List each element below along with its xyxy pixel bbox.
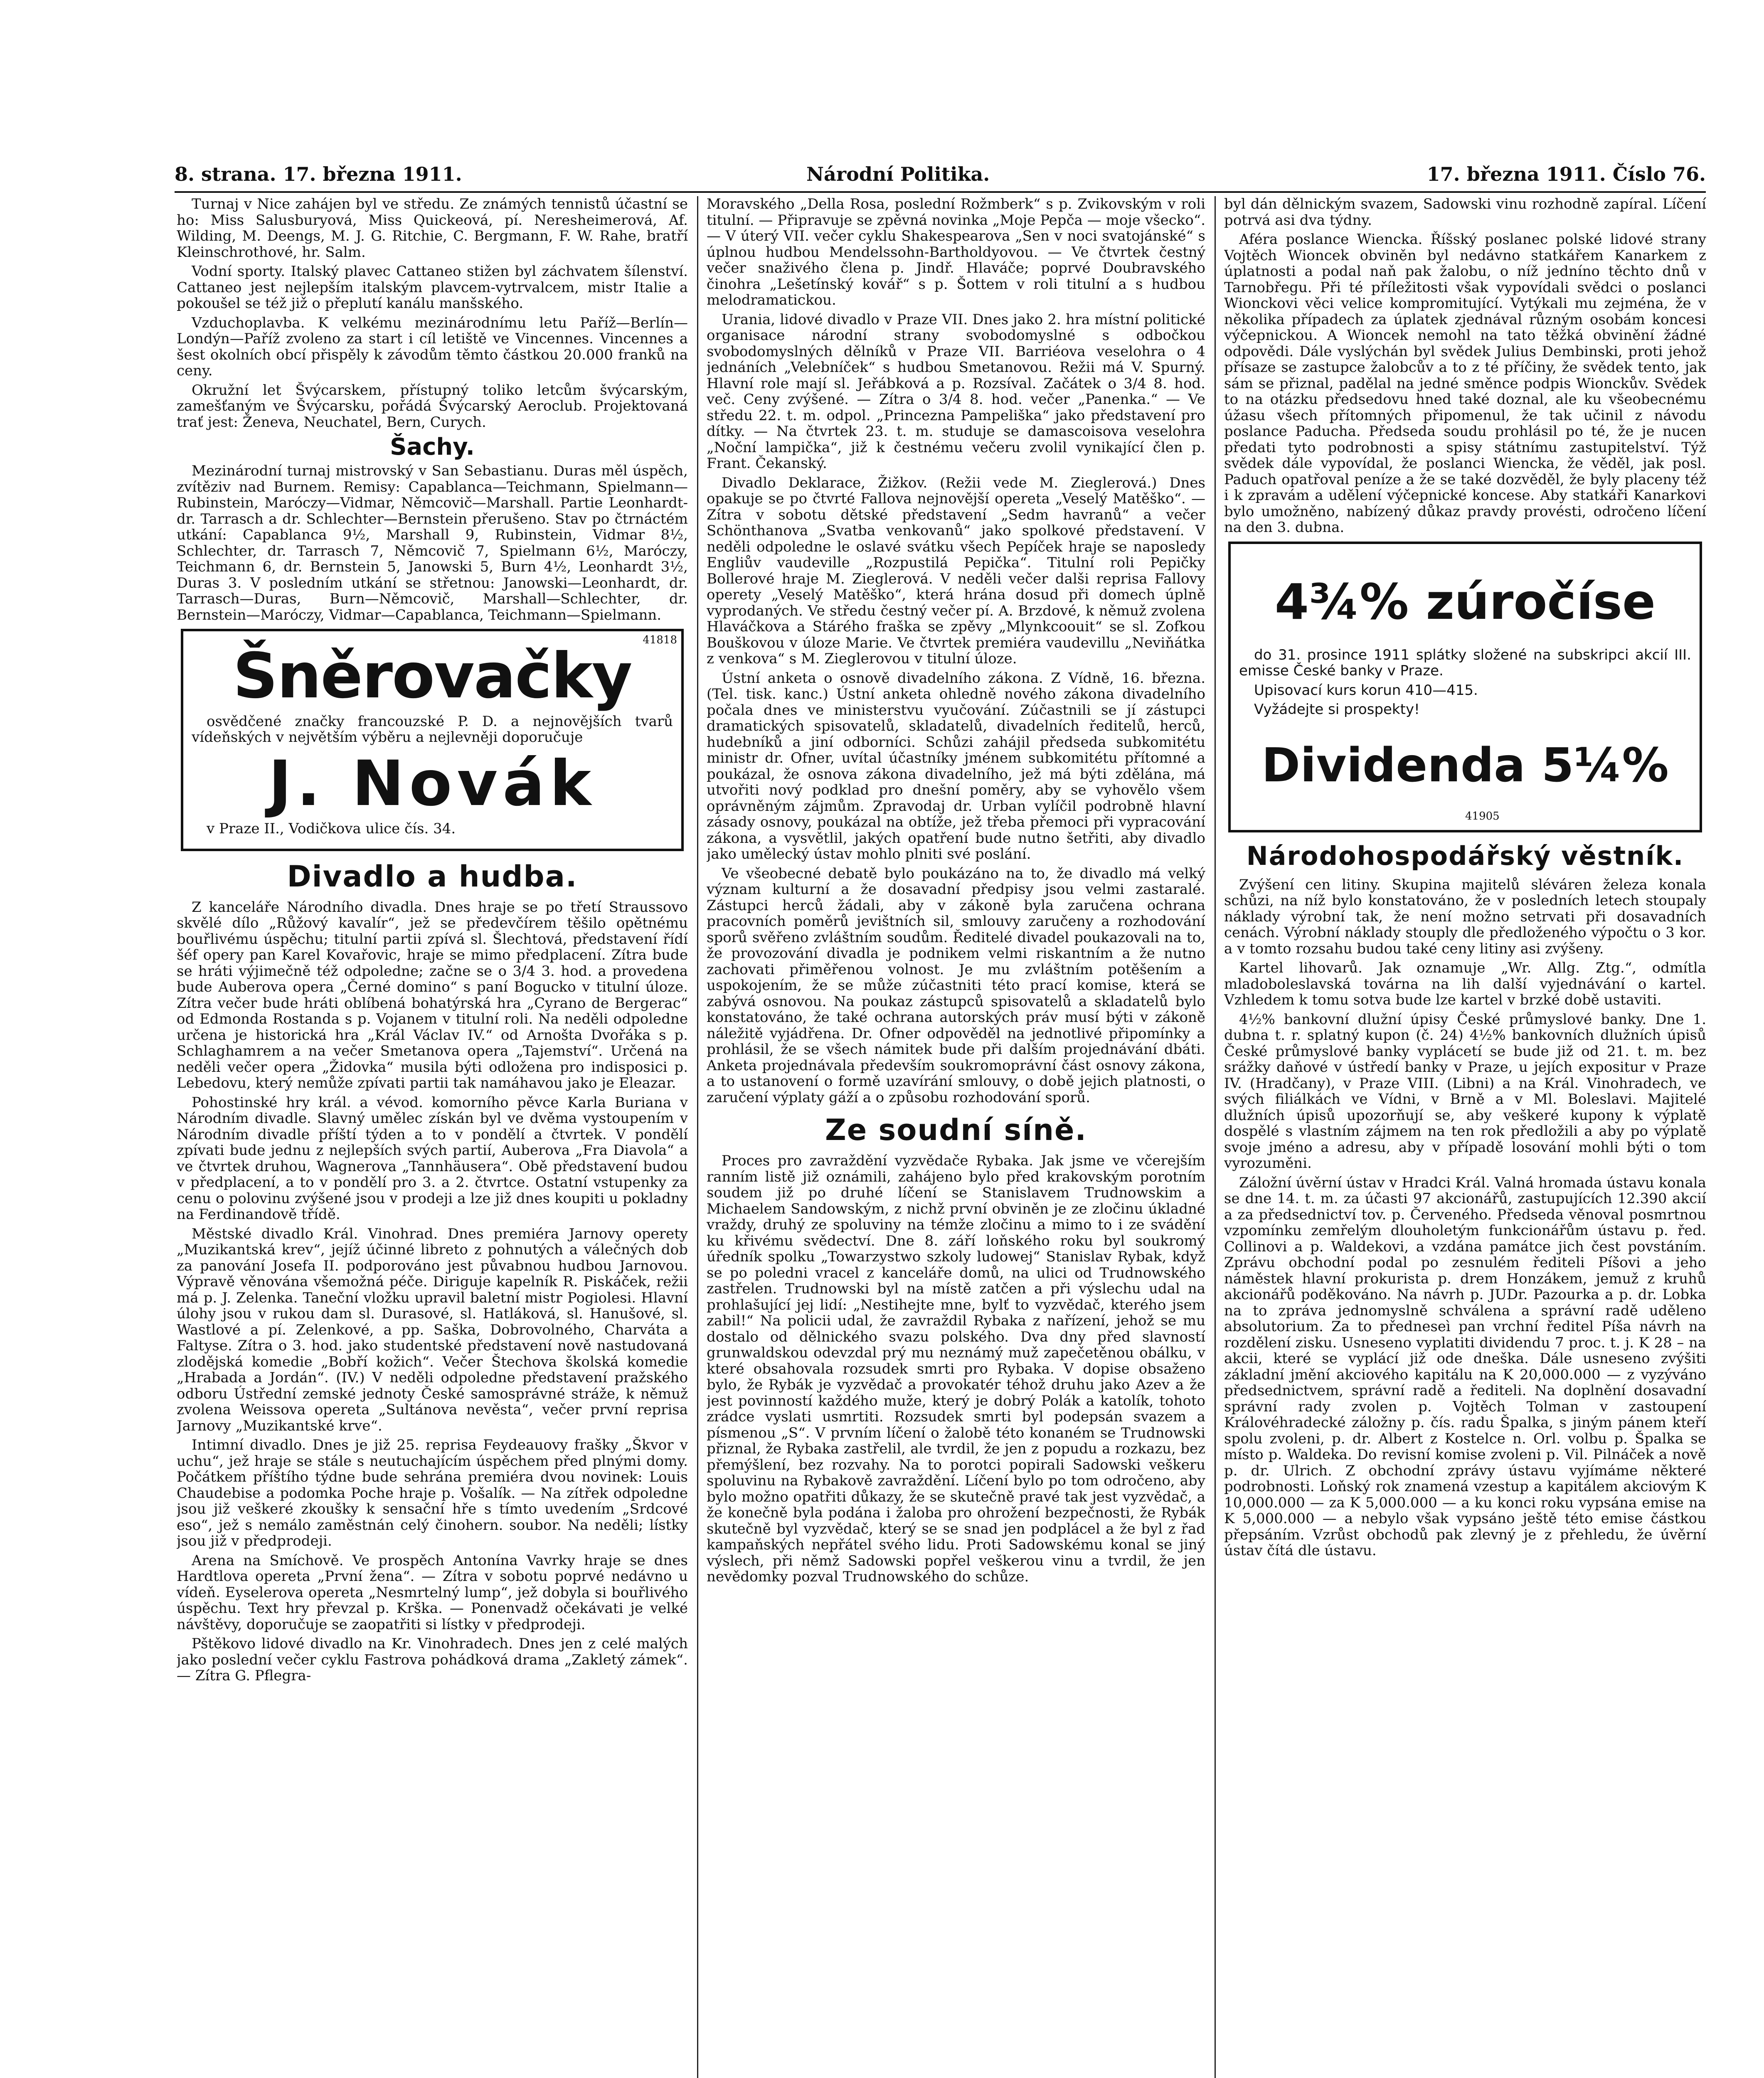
ad-prospectus: Vyžádejte si prospekty! [1254,701,1420,718]
ad-dividend: Dividenda 5¼% [1261,738,1669,793]
column-2 [707,196,1205,2078]
ad-interest-rate: 4¾% zúročíse [1274,573,1656,630]
court-section-heading: Ze soudní síně. [825,1113,1087,1147]
smichov-arena-paragraph: Arena na Smíchově. Ve prospěch Antonína Vavrky hraje se dnes Hardtlova opereta „První žena“. — Zítra v sobotu poprvé nedávno u vídeň. Eyselerova opereta „Nesmrtelný lump“, jež dobyla si bouřlivého úspěchu. Text hry převzal p. Krška. — Ponenvadž očekávati je velké návštěvy, doporučuje se zaopatřiti si lístky v předprodeji. [177,1552,688,1633]
column-1 [177,196,688,2078]
ad-brand: J. Novák [268,747,596,820]
wioncek-affair-paragraph: Aféra poslance Wiencka. Říšský poslanec polské lidové strany Vojtěch Wioncek obviněn byl nedávno statkářem Kanarkem z úplatnosti a podal naň pak žalobu, o níž jedníno těchto dnů v Tarnobřegu. Při té příležitosti však vypovídali svědci o poslanci Wionckovi věci velice kompromitující. Vytýkali mu zejména, že v několika případech za úplatek zjednával různým osobám koncesi výčepnickou. A Wioncek nemohl na tato těžká obvinění žádné odpovědi. Dále vyslýchán byl svědek Julius Dembinski, proti jehož přísaze se zastupce žalobcův a to z té příčiny, že svědek tento, jak sám se přiznal, padělal na jedné směnce podpis Wionckův. Svědek to na otázku předsedovu hned také doznal, ale ku všeobecnému úžasu všech přítomných připomenul, že tak učinil z návodu poslance Paducha. Předseda soudu prohlásil po té, že je nucen předati tyto podrobnosti a spisy státnímu zastupitelství. Týž svědek dále vypovídal, že poslanci Wiencka, že věděl, jak posl. Paduch opatřoval peníze a že se také dozvěděl, že byly placeny též i k zpravám a udělení výčepnické koncese. Aby statkáři Kanarkovi bylo umožněno, nabízený důkaz pravdy provésti, odročeno líčení na den 3. dubna. [1224,231,1706,536]
theatre-continued-paragraph: Moravského „Della Rosa, poslední Rožmberk“ s p. Zvikovským v roli titulní. — Připravuje se zpěvná novinka „Moje Pepča — moje všecko“. — V úterý VII. večer cyklu Shakespearova „Sen v noci svatojánské“ s úplnou hudbou Mendelssohn-Bartholdyovou. — Ve čtvrtek čestný večer snaživého člena p. Jindř. Hlaváče; poprvé Doubravského činohra „Lešetínský kovář“ s p. Šottem v roli titulní a s hudbou melodramatickou. [707,196,1205,308]
vinohrady-theatre-paragraph: Městské divadlo Král. Vinohrad. Dnes premiéra Jarnovy operety „Muzikantská krev“, jejíž účinné libreto z pohnutých a válečných dob za panování Josefa II. podporováno jest půvabnou hudbou Jarnovou. Výpravě věnována všemožná péče. Diriguje kapelník R. Piskáček, režii má p. J. Zelenka. Taneční vložku upravil baletní mistr Pogiolesi. Hlavní úlohy jsou v rukou dam sl. Durasové, sl. Hatláková, sl. Hanušové, sl. Wastlové a pí. Zelenkové, a pp. Saška, Dobrovolného, Charváta a Faltyse. Zítra o 3. hod. jako studentské představení nově nastudovaná zlodějská komedie „Bobří kožich“. Večer Štechova školská komedie „Hrabada a Jordán“. (IV.) V neděli odpoledne představení pražského odboru Ústřední zemské jednoty České samosprávné stráže, k němuž zvolena Weissova opereta „Sultánova nevěsta“, večer první reprisa Jarnovy „Muzikantské krve“. [177,1225,688,1434]
theatre-section-heading: Divadlo a hudba. [287,859,578,894]
folk-theatre-paragraph: Pštěkovo lidové divadlo na Kr. Vinohradech. Dnes jen z celé malých jako poslední večer cyklu Fastrova pohádková drama „Zakletý zámek“. — Zítra G. Pflegra- [177,1635,688,1684]
ad-body: do 31. prosince 1911 splátky složené na subskripci akcií III. emisse České banky v Praze. [1239,646,1691,679]
distillery-cartel-paragraph: Kartel lihovarů. Jak oznamuje „Wr. Allg. Ztg.“, odmítla mladoboleslavská továrna na lih další vyjednávání o kartel. Vzhledem k tomu sotva bude lze kartel v brzké době ustaviti. [1224,960,1706,1008]
theatre-law-paragraph: Ústní anketa o osnově divadelního zákona. Z Vídně, 16. března. (Tel. tisk. kanc.) Ústní anketa ohledně nového zákona divadelního počala dnes ve ministerstvu vyučování. Zúčastnili se jí zástupci dramatických spisovatelů, skladatelů, divadelních ředitelů, herců, hudebníků a jiní odborníci. Schůzi zahájil předseda subkomitétu ministr dr. Ofner, uvítal účastníky jménem subkomitétu přítomné a poukázal, že osnova zákona divadelního, jež má býti zdělána, má utvořiti nový podklad pro dnešní poměry, aby se vyhovělo všem oprávněným zájmům. Zpravodaj dr. Urban vylíčil podrobně hlavní zásady osnovy, poukázal na obtíže, jež třeba přemoci při vypracování zákona, a vysvětlil, jakých opatření bude nutno šetřiti, aby divadlo jako umělecký ústav mohlo plniti své poslání. [707,670,1205,862]
column-divider [697,196,698,2078]
economy-section-heading: Národohospodářský věstník. [1246,840,1684,871]
column-3 [1224,196,1706,2078]
ad-code: 41905 [1465,810,1500,822]
ad-address: v Praze II., Vodičkova ulice čís. 34. [207,820,456,837]
corset-advertisement [181,629,684,851]
urania-paragraph: Urania, lidové divadlo v Praze VII. Dnes jako 2. hra místní politické organisace národní strany svobodomyslné s odbočkou svobodomyslných dělníků v Praze VII. Barriéova veselohra o 4 jednáních „Velebníček“ s hudbou Smetanovou. Režii má V. Spurný. Hlavní role mají sl. Jeřábková a p. Rozsíval. Začátek o 3/4 8. hod. več. Ceny zvýšené. — Zítra o 3/4 8. hod. večer „Panenka.“ — Ve středu 22. t. m. odpol. „Princezna Pampeliška“ jako představení pro dítky. — Na čtvrtek 23. t. m. studuje se damascoisova veselohra „Noční lampička“, již k čestnému večeru zvolil vynikající člen p. Frant. Čekanský. [707,311,1205,472]
burian-guest-paragraph: Pohostinské hry král. a vévod. komorního pěvce Karla Buriana v Národním divadle. Slavný umělec získán byl ve dvěma vystoupením v Národním divadle příští týden a to v pondělí a čtvrtek. V pondělí zpívati bude jednu z nejlepších svých partií, Auberova „Fra Diavola“ a ve čtvrtek druhou, Wagnerova „Tannhäusera“. Obě představení budou v předplacení, a to v pondělí pro 3. a 2. čtvrtce. Ostatní vstupenky za cenu o polovinu zvýšené jsou v prodeji a lze již dnes koupiti u pokladny na Ferdinandově třídě. [177,1094,688,1223]
ad-body: osvědčené značky francouzské P. D. a nejnovějších tvarů vídeňských v největším výběru a nejlevněji doporučuje [192,713,673,746]
national-theatre-paragraph: Z kanceláře Národního divadla. Dnes hraje se po třetí Straussovo skvělé dílo „Růžový kavalír“, jež se předevčírem těšilo opětnému bouřlivému úspěchu; titulní partii zpívá sl. Šlechtová, představení řídí šéf opery pan Karel Kovařovic, hraje se mimo předplacení. Zítra bude se hráti výjimečně též odpoledne; začne se o 3/4 3. hod. a provedena bude Auberova opera „Černé domino“ s paní Bogucko v titulní úloze. Zítra večer bude hráti oblíbená bohatýrská hra „Cyrano de Bergerac“ od Edmonda Rostanda s p. Vojanem v titulní roli. Na neděli odpoledne určena je historická hra „Král Václav IV.“ od Arnošta Dvořáka s p. Schlaghamrem a na večer Smetanova opera „Tajemství“. Určená na neděli večer opera „Židovka“ musila býti odložena pro indisposici p. Lebedovu, který nemůže zpívati partii tak namáhavou jako je Eleazar. [177,899,688,1091]
column-divider [1215,196,1216,2078]
theatre-law-debate-paragraph: Ve všeobecné debatě bylo poukázáno na to, že divadlo má velký význam kulturní a že dosavadní předpisy jsou velmi zastaralé. Zástupci herců žádali, aby v zákoně byla zaručena ochrana pracovních poměrů jevištních sil, smlouvy zaručeny a rozhodování sporů svěřeno zvláštním soudům. Ředitelé divadel poukazovali na to, že provozování divadla je podnikem velmi riskantním a že nutno zachovati přiměřenou volnost. Je mu zvláštním potěšením a uspokojením, že se může zúčastniti této prací komise, která se zabývá osnovou. Na poukaz zástupců spisovatelů a skladatelů bylo konstatováno, že také ochrana autorských práv musí býti v zákoně náležitě vyjádřena. Dr. Ofner odpověděl na jednotlivé připomínky a prohlásil, že se všech námitek bude při dalším projednávání dbáti. Anketa projednávala především soukromoprávní část osnovy zákona, a to ustanovení o formě uzavírání smlouvy, o době jejich platnosti, o zaručení výplaty gáží a o způsobu rozhodování sporů. [707,865,1205,1106]
page-header [175,163,1706,188]
header-rule [175,191,1706,193]
cast-iron-price-paragraph: Zvýšení cen litiny. Skupina majitelů sléváren železa konala schůzi, na níž bylo konstatováno, že v posledních letech stoupaly náklady výrobní tak, že není možno setrvati při dosavadních cenách. Výrobní náklady stouply dle předloženého výpočtu o 3 kor. a v tomto rozsahu budou také ceny litiny asi zvýšeny. [1224,876,1706,957]
sport-water-paragraph: Vodní sporty. Italský plavec Cattaneo stižen byl záchvatem šílenství. Cattaneo jest nejlepším italským plavcem-vytrvalcem, mistr Italie a pokoušel se též již o přeplutí kanálu manšského. [177,263,688,312]
ad-subscription-rate: Upisovací kurs korun 410—415. [1254,682,1478,699]
sport-nice-paragraph: Turnaj v Nice zahájen byl ve středu. Ze známých tennistů účastní se ho: Miss Salusburyová, Miss Quickeová, pí. Neresheimerová, Af. Wilding, M. Deengs, M. J. G. Ritchie, C. Bergmann, F. W. Rahe, bratří Kleinschrothové, hr. Salm. [177,196,688,261]
chess-heading: Šachy. [390,433,475,460]
sport-swiss-flight-paragraph: Okružní let Švýcarskem, přístupný toliko letcům švýcarským, zamešťaným ve Švýcarsku, pořádá Švýcarský Aeroclub. Projektovaná trať jest: Ženeva, Neuchatel, Bern, Curych. [177,382,688,431]
bank-advertisement [1228,542,1702,832]
intimate-theatre-paragraph: Intimní divadlo. Dnes je již 25. reprisa Feydeauovy frašky „Škvor v uchu“, jež hraje se stále s neutuchajícím úspěchem před plnými domy. Počátkem příštího týdne bude sehrána premiéra dvou novinek: Louis Chaudebise a podomka Poche hraje p. Vošalík. — Na zítřek odpoledne jsou již veškeré zkoušky k sensační hře s tímto uvedením „Srdcové eso“, jež s nemálo zaměstnán celý činohern. soubor. Na neděli; lístky jsou již v předprodeji. [177,1437,688,1549]
page-number-date: 8. strana. 17. března 1911. [175,163,462,185]
bank-bonds-paragraph: 4½% bankovní dlužní úpisy České průmyslové banky. Dne 1. dubna t. r. splatný kupon (č. 24) 4½% bankovních dlužních úpisů České průmyslové banky vyplácetí se bude již od 21. t. m. bez srážky daňové v ústředí banky v Praze, u jejích expositur v Praze IV. (Hradčany), v Praze VIII. (Libni) a na Král. Vinohradech, ve svých filiálkách ve Vídni, v Brně a v Ml. Boleslavi. Majitelé dlužních úpisů upozorňují se, aby veškeré kupony k výplatě dospělé s vlastním zájmem na ten rok předložili a aby po výplatě svoje jméno a adresu, aby v případě losování mohli býti o tom vyrozuměni. [1224,1011,1706,1172]
sport-aviation-paragraph: Vzduchoplavba. K velkému mezinárodnímu letu Paříž—Berlín—Londýn—Paříž zvoleno za start i cíl letiště ve Vincennes. Vincennes a šest okolních obcí přispěly k závodům těmto částkou 20.000 franků na ceny. [177,314,688,379]
newspaper-title: Národní Politika. [806,163,990,185]
hradec-bank-paragraph: Záložní úvěrní ústav v Hradci Král. Valná hromada ústavu konala se dne 14. t. m. za účasti 97 akcionářů, zastupujících 12.390 akcií a za předsednictví tov. p. Červeného. Předseda věnoval posmrtnou vzpomínku zemřelým dlouholetým funkcionářům ústavu p. řed. Collinovi a p. Waldekovi, a vzdána památce jich čest povstáním. Zprávu obchodní podal po zesnulém řediteli Píšovi a jeho náměstek hlavní prokurista p. drem Honzákem, jemuž z kruhů akcionářů poděkováno. Na návrh p. JUDr. Pazourka a p. dr. Lobka na to zpráva jednomyslně schválena a správní radě uděleno absolutorium. Za to předneseì pan vrchní ředitel Píša návrh na rozdělení zisku. Usneseno vyplatiti dividendu 7 proc. t. j. K 28 – na akcii, které se vyplácí již ode dneška. Dále usneseno zvýšiti základní jmění akciového kapitálu na K 20,000.000 — z vyzýváno předsednictvem, správní radě a řediteli. Na doplnění dosavadní správní rady zvolen p. Vojtěch Tolman v zastoupení Královéhradecké záložny p. čís. radu Špalka, s jiným pánem kteří spolu zvoleni, p. dr. Albert z Kostelce n. Orl. volbu p. Špalka se místo p. Waldeka. Do revisní komise zvoleni p. Vil. Pilnáček a nově p. dr. Ulrich. Z obchodní zprávy ústavu vyjímáme některé podrobnosti. Loňský rok znamená vzestup a kapitálem akciovým K 10,000.000 — za K 5,000.000 — a ku konci roku vypsána emise na K 5,000.000 — a nebylo však vypsáno ještě této emise částkou přepsáním. Vzrůst obchodů pak zlevný je z přehledu, že úvěrní ústav čítá dle ústavu. [1224,1174,1706,1559]
rybak-trial-paragraph: Proces pro zavraždění vyzvědače Rybaka. Jak jsme ve včerejším ranním listě již oznámili, zahájeno bylo před krakovským porotním soudem již po druhé líčení se Stanislavem Trudnowskim a Michaelem Sandowským, z nichž první obviněn je ze zločinu úkladné vraždy, druhý ze spoluviny na témže zločinu a mimo to i ze svádění ku křivému svědectví. Dne 8. září loňského roku byl soukromý úředník spolku „Towarzystwo szkoly ludowej“ Stanislav Rybak, když se po poledni vracel z kanceláře domů, na ulici od Trudnowského zastřelen. Trudnowski byl na místě zatčen a při výslechu udal na prohlašující jej lidí: „Nestihejte mne, bylť to vyzvědač, kterého jsem zabil!“ Na policii udal, že zavraždil Rybaka z nařízení, jehož se mu dostalo od dělnického svazu polského. Dva dny před slavností grunwaldskou odevzdal prý mu neznámý muž zapečetěnou obálku, v které obsahovala rozsudek smrti pro Rybaka. V dopise obsaženo bylo, že Rybák je vyzvědač a provokatér téhož druhu jako Azev a že jest povinností každého muže, který je dobrý Polák a katolík, tohoto zrádce vyslati usmrtiti. Rozsudek smrti byl podepsán svazem a písmenou „S“. V prvním líčení o žalobě této konaném se Trudnowski přiznal, že Rybaka zastřelil, ale tvrdil, že jen z popudu a rozkazu, bez přemýšlení, bez rozvahy. Na to porotci popirali Sadowski veškeru spoluvinu na Rybakově zavraždění. Líčení bylo po tom odročeno, aby bylo možno opatřiti důkazy, že se skutečně pravé tak jest vyzvědač, a že konečně byla podána i žaloba pro ohrožení bezpečnosti, že Rybák skutečně byl vyzvědač, který se se snad jen podplácel a že byl z řad kampaňských nepřátel svého lidu. Proti Sadowskému konal se jiný výslech, při němž Sadowski popřel veškerou vinu a tvrdil, že jen nevědomky pozval Trudnowského do schůze. [707,1152,1205,1585]
deklarace-paragraph: Divadlo Deklarace, Žižkov. (Režii vede M. Zieglerová.) Dnes opakuje se po čtvrté Fallova nejnovější opereta „Veselý Matěško“. — Zítra v sobotu dětské představení „Sedm havranů“ a večer Schönthanova „Svatba venkovanů“ jako spolkové představení. V neděli odpoledne le oslavé svátku všech Pepíček hraje se naposledy Engliův vaudeville „Rozpustilá Pepička“. Titulní roli Pepičky Bollerové hraje M. Zieglerová. V neděli večer dalši reprisa Fallovy operety „Veselý Matěško“, která hrána dosud při domech úplně vyprodaných. Ve středu čestný večer pí. A. Brzdové, k němuž zvolena Hlaváčkova a Stárého fraška se zpěvy „Mlynkcoouit“ se sl. Zofkou Bouškovou v úloze Marie. Ve čtvrtek premiéra vaudevillu „Neviňátka z venkova“ s M. Zieglerovou v titulní úloze. [707,474,1205,667]
issue-date-number: 17. března 1911. Číslo 76. [1426,163,1706,185]
ad-headline: Šněrovačky [233,640,632,712]
chess-paragraph: Mezinárodní turnaj mistrovský v San Sebastianu. Duras měl úspěch, zvítěziv nad Burnem. Remisy: Capablanca—Teichmann, Spielmann—Rubinstein, Maróczy—Vidmar, Němcovič—Marshall. Partie Leonhardt-dr. Tarrasch a dr. Schlechter—Bernstein přerušeno. Stav po čtrnáctém utkání: Capablanca 9½, Marshall 9, Rubinstein, Vidmar 8½, Schlechter, dr. Tarrasch 7, Němcovič 7, Spielmann 6½, Maróczy, Teichmann 6, dr. Bernstein 5, Janowski 5, Burn 4½, Leonhardt 3½, Duras 3. V posledním utkání se střetnou: Janowski—Leonhardt, dr. Tarrasch—Duras, Burn—Němcovič, Marshall—Schlechter, dr. Bernstein—Maróczy, Vidmar—Capablanca, Teichmann—Spielmann. [177,463,688,623]
ad-code: 41818 [643,634,677,646]
court-continued-paragraph: byl dán dělnickým svazem, Sadowski vinu rozhodně zapíral. Líčení potrvá asi dva týdny. [1224,196,1706,229]
